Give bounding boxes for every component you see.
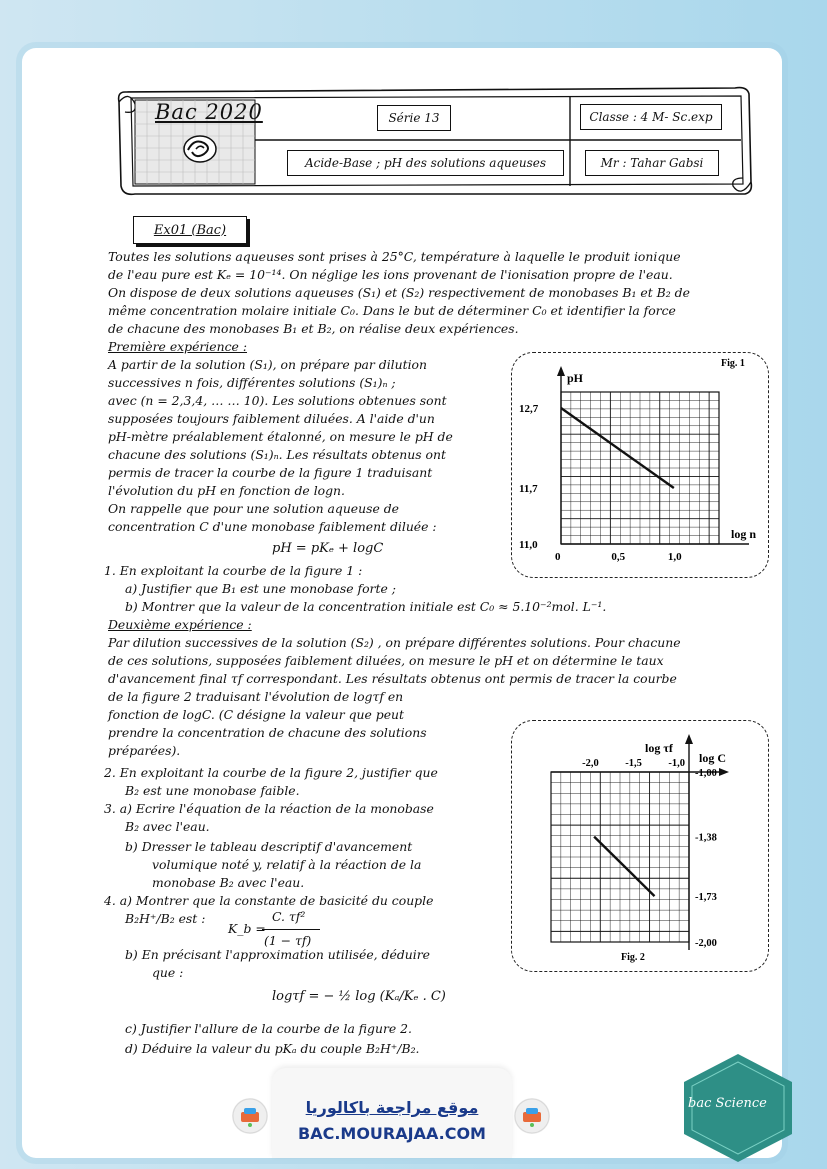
y-tick-label: -1,00 (695, 768, 717, 779)
exercise-tag: Ex01 (Bac) (133, 216, 247, 244)
serie-box: Série 13 (377, 105, 451, 131)
question-3b: b) Dresser le tableau descriptif d'avancement (125, 839, 413, 854)
question-4a: 4. a) Montrer que la constante de basicité du couple (104, 893, 434, 908)
question-1: 1. En exploitant la courbe de la figure 1 : (104, 563, 363, 578)
swirl-logo-icon (182, 134, 218, 164)
y-tick-label: -1,73 (695, 892, 717, 904)
question-3a: 3. a) Ecrire l'équation de la réaction de la monobase (104, 801, 434, 816)
question-4b: b) En précisant l'approximation utilisée, déduire (125, 947, 430, 962)
footer-badge[interactable] (272, 1068, 512, 1158)
footer-arabic-link[interactable]: موقع مراجعة باكالوريا (305, 1098, 479, 1117)
intro-line: de l'eau pure est Kₑ = 10⁻¹⁴. On néglige les ions provenant de l'ionisation propre de l'eau. (108, 267, 673, 282)
x-axis-arrow (719, 768, 729, 776)
exp2-title: Deuxième expérience : (108, 617, 252, 632)
bac-science-text: bac Science (688, 1096, 767, 1111)
exp1-line: successives n fois, différentes solutions (S₁)ₙ ; (108, 375, 396, 390)
bac-year-title: Bac 2020 (155, 100, 263, 124)
bac-science-logo (680, 1052, 798, 1164)
exp1-title: Première expérience : (108, 339, 248, 354)
x-axis-label: log C (699, 751, 726, 765)
y-axis-arrow (685, 734, 693, 744)
exp2-line: préparées). (108, 743, 181, 758)
topic-box: Acide-Base ; pH des solutions aqueuses (287, 150, 564, 176)
y-axis-label: pH (567, 371, 584, 385)
exp2-line: d'avancement final τf correspondant. Les résultats obtenus ont permis de tracer la courbe (108, 671, 677, 686)
y-tick-label: -2,00 (695, 938, 717, 949)
exp2-line: Par dilution successives de la solution (S₂) , on prépare différentes solutions. Pour chacune (108, 635, 681, 650)
question-3a-cont: B₂ avec l'eau. (125, 819, 210, 834)
x-tick-label: -1,0 (668, 758, 685, 769)
kb-formula-num: C. τf² (272, 909, 306, 924)
exp1-line: On rappelle que pour une solution aqueuse de (108, 501, 400, 516)
question-4b-cont: que : (152, 965, 184, 980)
y-tick-label: 11,7 (519, 483, 538, 495)
classe-box: Classe : 4 M- Sc.exp (580, 104, 722, 130)
exp1-line: l'évolution du pH en fonction de logn. (108, 483, 345, 498)
question-3b-cont: volumique noté y, relatif à la réaction de la (152, 857, 422, 872)
exp1-line: pH-mètre préalablement étalonné, on mesure le pH de (108, 429, 453, 444)
exp2-line: de la figure 2 traduisant l'évolution de logτf en (108, 689, 404, 704)
question-4c: c) Justifier l'allure de la courbe de la figure 2. (125, 1021, 412, 1036)
question-1b: b) Montrer que la valeur de la concentration initiale est C₀ ≈ 5.10⁻²mol. L⁻¹. (125, 599, 607, 614)
question-2: 2. En exploitant la courbe de la figure 2, justifier que (104, 765, 438, 780)
question-1a: a) Justifier que B₁ est une monobase forte ; (125, 581, 396, 596)
x-tick-label: 0 (555, 551, 561, 563)
exp1-line: supposées toujours faiblement diluées. A l'aide d'un (108, 411, 435, 426)
y-axis-arrow (557, 366, 565, 376)
exp2-line: fonction de logC. (C désigne la valeur que peut (108, 707, 405, 722)
intro-line: On dispose de deux solutions aqueuses (S₁) et (S₂) respectivement de monobases B₁ et B₂ de (108, 285, 690, 300)
intro-line: Toutes les solutions aqueuses sont prises à 25°C, température à laquelle le produit ionique (108, 249, 681, 264)
y-tick-label: 11,0 (519, 539, 538, 551)
question-3b-cont: monobase B₂ avec l'eau. (152, 875, 305, 890)
x-tick-label: 1,0 (667, 551, 682, 563)
intro-line: même concentration molaire initiale C₀. Dans le but de déterminer C₀ et identifier la force (108, 303, 676, 318)
footer-right-logo-icon (514, 1098, 550, 1134)
footer-left-logo-icon (232, 1098, 268, 1134)
ph-formula: pH = pKₑ + logC (272, 541, 384, 556)
figure-label: Fig. 1 (721, 358, 745, 369)
kb-formula-den: (1 − τf) (264, 933, 312, 948)
question-4a-cont: B₂H⁺/B₂ est : (125, 911, 206, 926)
kb-formula-lhs: K_b = (228, 921, 266, 936)
exp1-line: permis de tracer la courbe de la figure 1 traduisant (108, 465, 433, 480)
fraction-bar (262, 929, 320, 930)
x-tick-label: -1,5 (625, 758, 642, 769)
x-axis-label: log n (731, 527, 757, 541)
x-tick-label: -2,0 (582, 758, 599, 769)
y-tick-label: 12,7 (519, 403, 539, 415)
exp1-line: A partir de la solution (S₁), on prépare par dilution (108, 357, 427, 372)
exp1-line: chacune des solutions (S₁)ₙ. Les résultats obtenus ont (108, 447, 446, 462)
exp1-line: concentration C d'une monobase faiblement diluée : (108, 519, 437, 534)
footer-domain-link[interactable]: BAC.MOURAJAA.COM (298, 1124, 486, 1143)
question-4d: d) Déduire la valeur du pKₐ du couple B₂H⁺/B₂. (125, 1041, 420, 1056)
figure-1-chart (511, 352, 767, 576)
x-tick-label: 0,5 (611, 551, 626, 563)
y-tick-label: -1,38 (695, 832, 717, 844)
figure-label: Fig. 2 (621, 952, 645, 963)
exp2-line: prendre la concentration de chacune des solutions (108, 725, 427, 740)
y-axis-label: log τf (645, 741, 673, 755)
intro-line: de chacune des monobases B₁ et B₂, on réalise deux expériences. (108, 321, 519, 336)
question-2-cont: B₂ est une monobase faible. (125, 783, 300, 798)
exp2-line: de ces solutions, supposées faiblement diluées, on mesure le pH et on détermine le taux (108, 653, 664, 668)
exp1-line: avec (n = 2,3,4, … … 10). Les solutions obtenues sont (108, 393, 447, 408)
log-formula: logτf = − ½ log (Kₐ/Kₑ . C) (272, 989, 446, 1004)
teacher-box: Mr : Tahar Gabsi (585, 150, 719, 176)
figure-2-chart (511, 720, 767, 970)
